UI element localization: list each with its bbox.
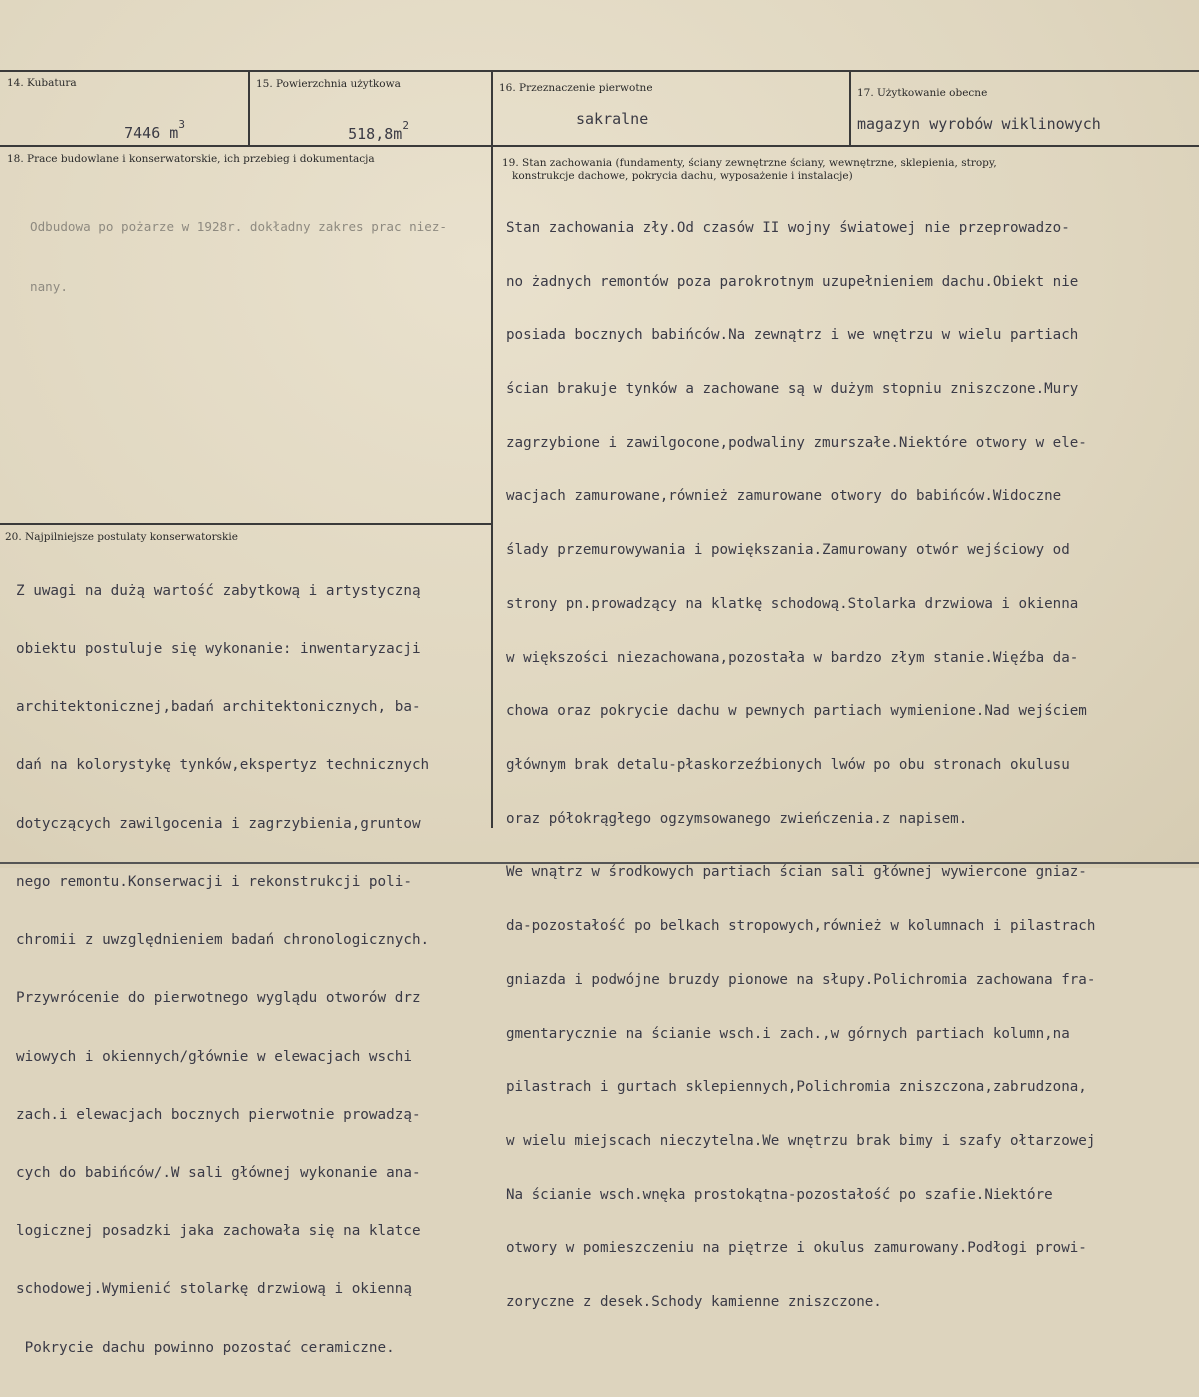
postulaty-line: dotyczących zawilgocenia i zagrzybienia,gruntow [16, 815, 421, 832]
kubatura-label: 14. Kubatura [7, 77, 77, 89]
powierzchnia-label: 15. Powierzchnia użytkowa [256, 78, 401, 90]
stan-line: We wnątrz w środkowych partiach ścian sali głównej wywiercone gniaz- [506, 864, 1087, 881]
powierzchnia-unit-sup: 2 [402, 119, 409, 132]
prace-label: 18. Prace budowlane i konserwatorskie, ich przebieg i dokumentacja [7, 153, 375, 165]
stan-line: otwory w pomieszczeniu na piętrze i okulus zamurowany.Podłogi prowi- [506, 1240, 1087, 1257]
stan-line: w większości niezachowana,pozostała w bardzo złym stanie.Więźba da- [506, 649, 1079, 666]
stan-text [506, 184, 1095, 1348]
top-border-line [0, 70, 1199, 72]
postulaty-text [16, 543, 429, 1397]
stan-line: oraz półokrągłego ogzymsowanego zwieńczenia.z napisem. [506, 810, 968, 827]
stan-line: gmentarycznie na ścianie wsch.i zach.,w górnych partiach kolumn,na [506, 1025, 1070, 1042]
stan-line: posiada bocznych babińców.Na zewnątrz i we wnętrzu w wielu partiach [506, 327, 1079, 344]
postulaty-line: dań na kolorystykę tynków,ekspertyz technicznych [16, 757, 430, 774]
postulaty-line: schodowej.Wymienić stolarkę drzwiową i okienną [16, 1281, 412, 1298]
postulaty-line: logicznej posadzki jaka zachowała się na klatce [16, 1223, 421, 1240]
postulaty-line: nego remontu.Konserwacji i rekonstrukcji poli- [16, 873, 412, 890]
postulaty-line: Z uwagi na dużą wartość zabytkową i artystyczną [16, 582, 421, 599]
col-divider-3 [849, 71, 851, 146]
postulaty-line: architektonicznej,badań architektonicznych, ba- [16, 699, 421, 716]
prace-line: Odbudowa po pożarze w 1928r. dokładny zakres prac niez- [30, 219, 448, 234]
postulaty-line: chromii z uwzględnieniem badań chronologicznych. [16, 932, 430, 949]
stan-line: głównym brak detalu-płaskorzeźbionych lwów po obu stronach okulusu [506, 757, 1070, 773]
kubatura-value [88, 104, 185, 160]
uzytkowanie-label: 17. Użytkowanie obecne [857, 87, 988, 99]
stan-line: da-pozostałość po belkach stropowych,również w kolumnach i pilastrach [506, 918, 1096, 935]
left-section-divider [0, 523, 492, 525]
prace-line: nany. [30, 279, 68, 294]
kubatura-number: 7446 m [124, 124, 179, 142]
przeznaczenie-value: sakralne [576, 110, 649, 128]
stan-label-2: konstrukcje dachowe, pokrycia dachu, wyposażenie i instalacje) [512, 170, 853, 182]
postulaty-line: Pokrycie dachu powinno pozostać ceramiczne. [16, 1339, 395, 1356]
stan-line: pilastrach i gurtach sklepiennych,Polichromia zniszczona,zabrudzona, [506, 1079, 1087, 1096]
prace-text [30, 177, 447, 337]
col-divider-2 [491, 71, 493, 828]
stan-label: 19. Stan zachowania (fundamenty, ściany zewnętrzne ściany, wewnętrzne, sklepienia, stropy, [502, 157, 997, 169]
stan-line: wacjach zamurowane,również zamurowane otwory do babińców.Widoczne [506, 488, 1062, 505]
przeznaczenie-label: 16. Przeznaczenie pierwotne [499, 82, 653, 94]
postulaty-line: cych do babińców/.W sali głównej wykonanie ana- [16, 1165, 421, 1181]
stan-line: no żadnych remontów poza parokrotnym uzupełnieniem dachu.Obiekt nie [506, 273, 1079, 290]
stan-line: gniazda i podwójne bruzdy pionowe na słupy.Polichromia zachowana fra- [506, 971, 1096, 988]
kubatura-unit-sup: 3 [178, 118, 185, 131]
col-divider-1 [248, 71, 250, 146]
stan-line: Stan zachowania zły.Od czasów II wojny światowej nie przeprowadzo- [506, 219, 1070, 236]
stan-line: w wielu miejscach nieczytelna.We wnętrzu brak bimy i szafy ołtarzowej [506, 1133, 1096, 1150]
stan-line: ślady przemurowywania i powiększania.Zamurowany otwór wejściowy od [506, 542, 1070, 559]
postulaty-line: zach.i elewacjach bocznych pierwotnie prowadzą- [16, 1106, 421, 1123]
stan-line: Na ścianie wsch.wnęka prostokątna-pozostałość po szafie.Niektóre [506, 1186, 1053, 1203]
postulaty-line: Przywrócenie do pierwotnego wyglądu otworów drz [16, 990, 421, 1007]
stan-line: zoryczne z desek.Schody kamienne zniszczone. [506, 1294, 882, 1311]
stan-line: chowa oraz pokrycie dachu w pewnych partiach wymienione.Nad wejściem [506, 703, 1087, 720]
postulaty-line: wiowych i okiennych/głównie w elewacjach wschi [16, 1048, 412, 1065]
postulaty-label: 20. Najpilniejsze postulaty konserwatorskie [5, 531, 238, 543]
stan-line: ścian brakuje tynków a zachowane są w dużym stopniu zniszczone.Mury [506, 380, 1079, 397]
stan-line: strony pn.prowadzący na klatkę schodową.Stolarka drzwiowa i okienna [506, 595, 1079, 612]
uzytkowanie-value: magazyn wyrobów wiklinowych [857, 115, 1101, 133]
postulaty-line: obiektu postuluje się wykonanie: inwentaryzacji [16, 641, 421, 658]
powierzchnia-number: 518,8m [348, 125, 403, 143]
stan-line: zagrzybione i zawilgocone,podwaliny zmurszałe.Niektóre otwory w ele- [506, 434, 1087, 451]
